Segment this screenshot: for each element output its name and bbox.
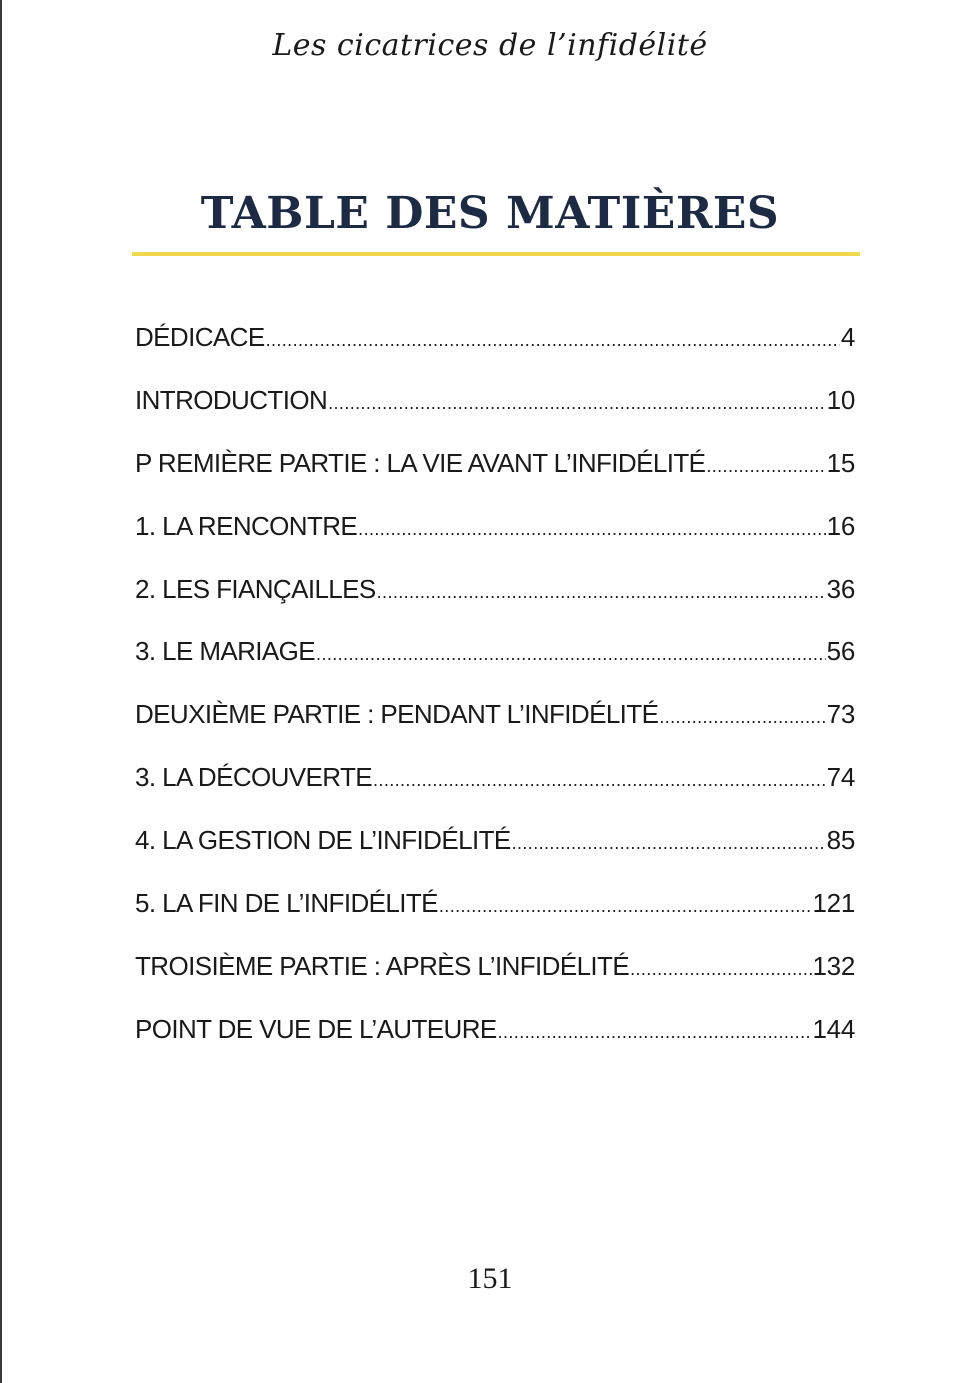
title-underline	[132, 252, 860, 256]
toc-entry-chapter-fiancailles[interactable]	[135, 574, 855, 637]
toc-entry-page: 144	[812, 1013, 855, 1044]
toc-leader-dots	[498, 1022, 812, 1043]
toc-entry-label: 2. LES FIANÇAILLES	[135, 573, 376, 604]
toc-leader-dots	[439, 896, 812, 917]
toc-entry-chapter-rencontre[interactable]	[135, 511, 855, 574]
toc-entry-label: 1. LA RENCONTRE	[135, 510, 358, 541]
toc-entry-chapter-fin[interactable]	[135, 888, 855, 951]
toc-entry-label: POINT DE VUE DE L’AUTEURE	[135, 1013, 497, 1044]
toc-entry-page: 16	[826, 510, 855, 541]
toc-entry-page: 4	[840, 322, 855, 352]
toc-entry-page: 132	[812, 950, 855, 981]
page-number: 151	[467, 1262, 513, 1295]
toc-entry-page: 10	[826, 384, 855, 415]
toc-leader-dots	[659, 707, 825, 728]
toc-entry-chapter-gestion[interactable]	[135, 825, 855, 888]
toc-entry-label: 5. LA FIN DE L’INFIDÉLITÉ	[135, 888, 438, 919]
toc-entry-label: DEUXIÈME PARTIE : PENDANT L’INFIDÉLITÉ	[135, 699, 659, 730]
toc-leader-dots	[706, 456, 825, 477]
toc-entry-page: 121	[812, 888, 855, 919]
toc-list	[135, 322, 855, 1077]
toc-entry-label: 4. LA GESTION DE L’INFIDÉLITÉ	[135, 825, 511, 856]
running-header: Les cicatrices de l’infidélité	[272, 28, 708, 63]
toc-entry-dedicace[interactable]	[135, 322, 855, 385]
toc-entry-introduction[interactable]	[135, 385, 855, 448]
toc-leader-dots	[377, 582, 826, 603]
toc-leader-dots	[328, 393, 826, 414]
toc-entry-label: DÉDICACE	[135, 322, 265, 352]
toc-entry-chapter-mariage[interactable]	[135, 636, 855, 699]
toc-entry-part-three[interactable]	[135, 951, 855, 1014]
toc-leader-dots	[316, 644, 826, 665]
toc-entry-page: 74	[826, 762, 855, 793]
toc-entry-label: INTRODUCTION	[135, 384, 328, 415]
toc-entry-page: 56	[826, 636, 855, 667]
toc-entry-page: 15	[826, 447, 855, 478]
toc-entry-label: TROISIÈME PARTIE : APRÈS L’INFIDÉLITÉ	[135, 950, 630, 981]
toc-leader-dots	[512, 833, 826, 854]
toc-entry-author-view[interactable]	[135, 1014, 855, 1077]
toc-title: TABLE DES MATIÈRES	[200, 188, 780, 239]
toc-entry-page: 36	[826, 573, 855, 604]
toc-entry-part-one[interactable]	[135, 448, 855, 511]
toc-entry-part-two[interactable]	[135, 699, 855, 762]
toc-leader-dots	[630, 959, 811, 980]
toc-entry-page: 73	[826, 699, 855, 730]
toc-entry-label: 3. LE MARIAGE	[135, 636, 316, 667]
toc-leader-dots	[358, 519, 826, 540]
toc-entry-label: P REMIÈRE PARTIE : LA VIE AVANT L’INFIDÉLITÉ	[135, 447, 706, 478]
toc-leader-dots	[373, 770, 826, 791]
toc-leader-dots	[266, 330, 840, 351]
toc-entry-chapter-decouverte[interactable]	[135, 762, 855, 825]
toc-entry-page: 85	[826, 825, 855, 856]
toc-entry-label: 3. LA DÉCOUVERTE	[135, 762, 373, 793]
